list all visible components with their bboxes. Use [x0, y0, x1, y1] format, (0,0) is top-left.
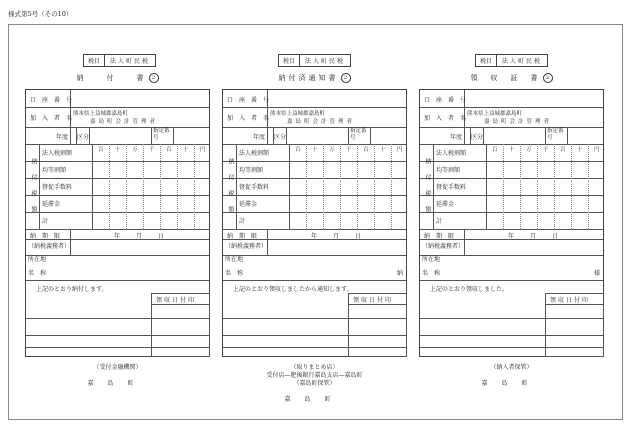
name-label: 名 称	[422, 270, 441, 277]
digit-header: 千	[346, 147, 352, 153]
name-label: 名 称	[28, 270, 47, 277]
row-divider	[420, 178, 603, 179]
row-divider	[26, 178, 209, 179]
subscriber-label: 加 入 者 名	[424, 115, 467, 122]
digit-divider	[554, 144, 555, 229]
row-divider	[223, 127, 406, 128]
fiscal-year-label: 年度	[56, 134, 69, 141]
copy-number-badge: 2	[341, 73, 351, 83]
document-title	[419, 73, 604, 83]
row-divider	[420, 212, 603, 213]
tax-type-label: 税目	[84, 55, 105, 66]
taxpayer-label: （納税義務者）	[225, 243, 268, 250]
footer-line: （取りまとめ店）	[290, 364, 339, 371]
subscriber-name-line2: 嘉島町会計管理者	[90, 119, 159, 125]
fiscal-year-label: 年度	[450, 134, 463, 141]
designated-number-label: 指定番号	[153, 128, 170, 141]
digit-divider	[571, 144, 572, 229]
amount-row-label: 延滞金	[42, 201, 61, 208]
row-divider	[223, 255, 406, 256]
address-label: 所在地	[28, 256, 47, 263]
digit-header: 十	[577, 147, 583, 153]
footer-town: 嘉島町	[87, 380, 148, 387]
digit-divider	[323, 144, 324, 229]
stamp-divider	[348, 304, 407, 305]
digit-header: 千	[543, 147, 549, 153]
digit-header: 円	[594, 147, 600, 153]
amount-row-label: 計	[239, 218, 246, 225]
digit-divider	[160, 144, 161, 229]
tax-type-value: 法人町民税	[110, 58, 151, 65]
name-suffix: 様	[594, 270, 601, 277]
amount-row-label: 計	[42, 218, 49, 225]
document-title	[25, 73, 210, 83]
row-divider	[420, 229, 603, 230]
tax-type-box	[475, 54, 548, 67]
shitei-divider	[151, 127, 152, 144]
digit-divider	[374, 144, 375, 229]
row-divider	[26, 229, 209, 230]
form-footer	[25, 364, 210, 388]
due-date-value: 年 月 日	[508, 233, 564, 240]
amount-row-label: 均等割額	[436, 167, 461, 174]
row-divider	[420, 161, 603, 162]
subscriber-name-line1: 熊本県上益城郡嘉島町	[270, 111, 326, 117]
form-footer	[419, 364, 604, 388]
digit-header: 百	[166, 147, 172, 153]
footer-line: （嘉島町保管）	[293, 380, 336, 387]
digit-divider	[357, 144, 358, 229]
taxpayer-label: （納税義務者）	[28, 243, 71, 250]
tax-type-box	[83, 54, 156, 67]
category-label: 区分	[274, 134, 287, 141]
address-label: 所在地	[422, 256, 441, 263]
shitei-divider	[173, 127, 174, 144]
row-divider	[26, 212, 209, 213]
label-column-divider	[267, 229, 268, 255]
row-divider	[26, 107, 209, 108]
name-label: 名 称	[225, 270, 244, 277]
row-divider	[26, 255, 209, 256]
row-divider	[223, 229, 406, 230]
subscriber-name-line1: 熊本県上益城郡嘉島町	[73, 111, 129, 117]
digit-divider	[391, 144, 392, 229]
label-column-divider	[464, 229, 465, 255]
amount-row-label: 延滞金	[436, 201, 455, 208]
subscriber-name-line2: 嘉島町会計管理者	[287, 119, 356, 125]
form-table	[25, 89, 210, 357]
shitei-divider	[545, 127, 546, 144]
amount-side-label: 納付税額	[30, 158, 37, 222]
amount-row-label: 法人税割額	[239, 150, 270, 157]
due-date-value: 年 月 日	[114, 233, 170, 240]
tax-type-label: 税目	[476, 55, 497, 66]
footer-line: 受付店—肥後銀行嘉島支店—嘉島町	[266, 372, 363, 379]
due-date-label: 納 期 限	[227, 233, 258, 240]
amount-row-label: 均等割額	[42, 167, 67, 174]
digit-header: 万	[329, 147, 335, 153]
document-title-text: 納 付 書	[76, 74, 147, 82]
row-divider	[26, 280, 209, 281]
digit-header: 十	[183, 147, 189, 153]
amount-row-label: 督促手数料	[239, 184, 270, 191]
form-table	[419, 89, 604, 357]
digit-header: 百	[363, 147, 369, 153]
digit-header: 百	[560, 147, 566, 153]
amount-side-label: 納付税額	[424, 158, 431, 222]
digit-divider	[143, 144, 144, 229]
form-number-label: 様式第5号（その10）	[8, 10, 73, 18]
digit-divider	[109, 144, 110, 229]
copy-number-badge: 2	[543, 73, 553, 83]
subscriber-label: 加 入 者 名	[227, 115, 270, 122]
stamp-label: 領収日付印	[353, 297, 394, 304]
side-label-divider	[236, 144, 237, 229]
amount-row-label: 延滞金	[239, 201, 258, 208]
side-label-divider	[39, 144, 40, 229]
digit-header: 千	[149, 147, 155, 153]
stamp-divider	[545, 304, 604, 305]
shitei-divider	[567, 127, 568, 144]
due-date-label: 納 期 限	[30, 233, 61, 240]
digit-divider	[503, 144, 504, 229]
amount-side-label: 納付税額	[227, 158, 234, 222]
stamp-label: 領収日付印	[550, 297, 591, 304]
tax-type-value: 法人町民税	[502, 58, 543, 65]
category-label: 区分	[471, 134, 484, 141]
category-label: 区分	[77, 134, 90, 141]
footer-town: 嘉島町	[284, 396, 345, 403]
footer-line: （納入者保管）	[490, 364, 533, 371]
row-divider	[420, 195, 603, 196]
digit-divider	[306, 144, 307, 229]
shitei-divider	[370, 127, 371, 144]
digit-header: 十	[509, 147, 515, 153]
row-divider	[420, 107, 603, 108]
amount-row-label: 計	[436, 218, 443, 225]
amount-label-divider	[289, 144, 290, 229]
account-number-label: 口 座 番 号	[424, 97, 467, 104]
label-column-divider	[70, 229, 71, 255]
digit-divider	[177, 144, 178, 229]
fiscal-year-label: 年度	[253, 134, 266, 141]
row-divider	[223, 161, 406, 162]
account-number-label: 口 座 番 号	[30, 97, 73, 104]
digit-header: 百	[492, 147, 498, 153]
digit-divider	[194, 144, 195, 229]
row-divider	[223, 280, 406, 281]
digit-divider	[588, 144, 589, 229]
row-divider	[26, 161, 209, 162]
tax-type-box	[278, 54, 351, 67]
digit-header: 円	[397, 147, 403, 153]
amount-row-label: 法人税割額	[436, 150, 467, 157]
shitei-divider	[348, 127, 349, 144]
tax-type-value: 法人町民税	[305, 58, 346, 65]
designated-number-label: 指定番号	[547, 128, 564, 141]
digit-header: 百	[98, 147, 104, 153]
digit-header: 万	[132, 147, 138, 153]
copy-number-badge: 2	[149, 73, 159, 83]
address-label: 所在地	[225, 256, 244, 263]
subscriber-label: 加 入 者 名	[30, 115, 73, 122]
digit-divider	[126, 144, 127, 229]
footer-town: 嘉島町	[481, 380, 542, 387]
row-divider	[420, 127, 603, 128]
amount-row-label: 均等割額	[239, 167, 264, 174]
tax-type-label: 税目	[279, 55, 300, 66]
digit-divider	[340, 144, 341, 229]
amount-row-label: 法人税割額	[42, 150, 73, 157]
side-label-divider	[433, 144, 434, 229]
kubun-divider	[89, 127, 90, 144]
document-title	[222, 73, 407, 83]
digit-header: 十	[380, 147, 386, 153]
form-table	[222, 89, 407, 357]
designated-number-label: 指定番号	[350, 128, 367, 141]
amount-label-divider	[486, 144, 487, 229]
subscriber-name-line2: 嘉島町会計管理者	[484, 119, 553, 125]
digit-header: 万	[526, 147, 532, 153]
name-suffix: 納	[397, 270, 404, 277]
digit-header: 十	[312, 147, 318, 153]
row-divider	[223, 107, 406, 108]
document-title-text: 領 収 証 書	[470, 74, 541, 82]
row-divider	[420, 280, 603, 281]
stamp-divider	[151, 304, 210, 305]
kubun-divider	[483, 127, 484, 144]
row-divider	[420, 255, 603, 256]
amount-label-divider	[92, 144, 93, 229]
footer-line: （受付金融機関）	[93, 364, 142, 371]
row-divider	[223, 212, 406, 213]
account-number-label: 口 座 番 号	[227, 97, 270, 104]
amount-row-label: 督促手数料	[436, 184, 467, 191]
stamp-label: 領収日付印	[156, 297, 197, 304]
taxpayer-label: （納税義務者）	[422, 243, 465, 250]
form-footer	[222, 364, 407, 404]
row-divider	[223, 178, 406, 179]
statement-text: 上記のとおり領収しましたから通知します。	[233, 286, 353, 293]
kubun-divider	[286, 127, 287, 144]
digit-header: 円	[200, 147, 206, 153]
digit-header: 百	[295, 147, 301, 153]
amount-row-label: 督促手数料	[42, 184, 73, 191]
statement-text: 上記のとおり納付します。	[36, 286, 108, 293]
row-divider	[26, 195, 209, 196]
row-divider	[223, 195, 406, 196]
document-title-text: 納付済通知書	[278, 74, 339, 82]
statement-text: 上記のとおり領収しました。	[430, 286, 509, 293]
due-date-label: 納 期 限	[424, 233, 455, 240]
due-date-value: 年 月 日	[311, 233, 367, 240]
digit-divider	[537, 144, 538, 229]
subscriber-name-line1: 熊本県上益城郡嘉島町	[467, 111, 523, 117]
digit-header: 十	[115, 147, 121, 153]
row-divider	[26, 127, 209, 128]
digit-divider	[520, 144, 521, 229]
